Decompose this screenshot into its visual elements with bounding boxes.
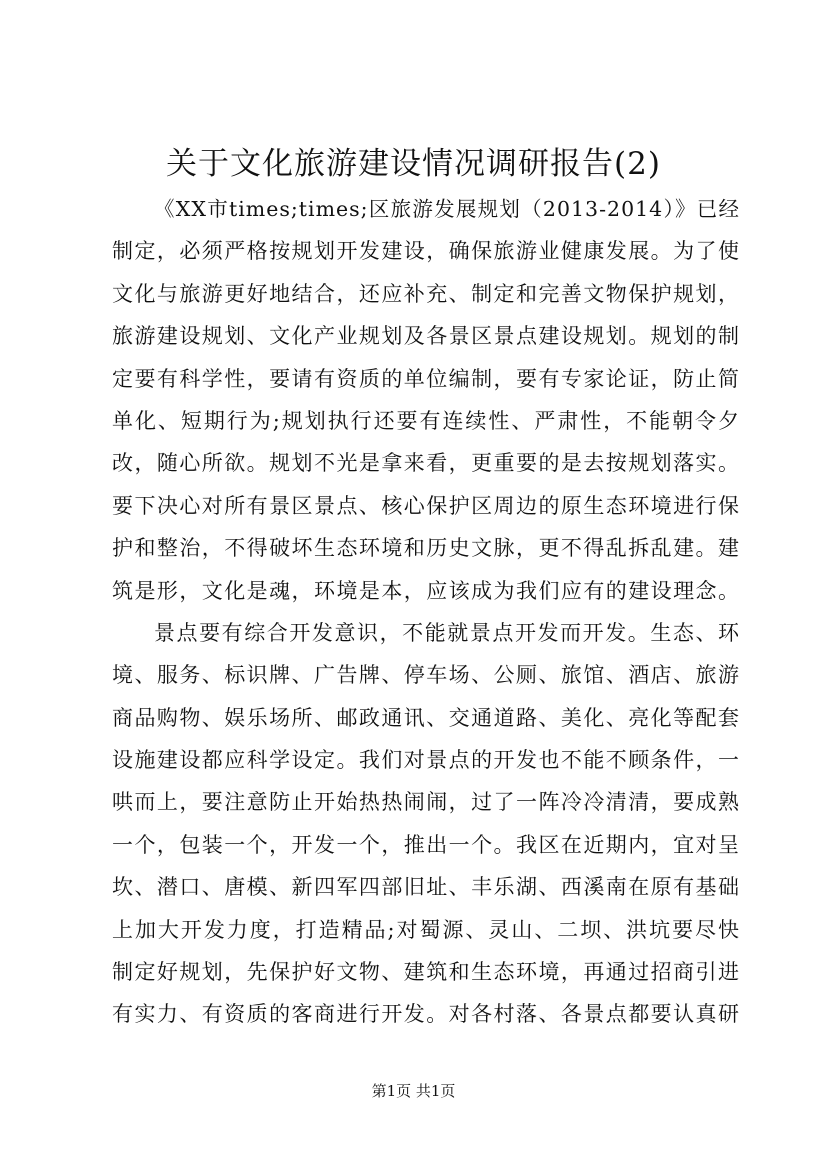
- paragraph-line: 景点要有综合开发意识，不能就景点开发而开发。生态、环: [154, 620, 740, 645]
- paragraph-line: 上加大开发力度，打造精品;对蜀源、灵山、二坝、洪坑要尽快: [112, 917, 740, 942]
- paragraph-line: 商品购物、娱乐场所、邮政通讯、交通道路、美化、亮化等配套: [112, 705, 740, 730]
- paragraph-line: 哄而上，要注意防止开始热热闹闹，过了一阵冷冷清清，要成熟: [112, 790, 740, 815]
- paragraph-line: 设施建设都应科学设定。我们对景点的开发也不能不顾条件，一: [112, 748, 740, 773]
- page-number-footer: 第1页 共1页: [371, 1082, 456, 1100]
- paragraph-line: 旅游建设规划、文化产业规划及各景区景点建设规划。规划的制: [112, 324, 740, 349]
- paragraph-line: 有实力、有资质的客商进行开发。对各村落、各景点都要认真研: [112, 1002, 740, 1027]
- paragraph-line: 《XX市times;times;区旅游发展规划（2013-2014）》已经: [154, 197, 740, 221]
- document-title: 关于文化旅游建设情况调研报告(2): [166, 146, 661, 182]
- paragraph-line: 改，随心所欲。规划不光是拿来看，更重要的是去按规划落实。: [112, 451, 740, 476]
- paragraph-2: [112, 612, 740, 1036]
- paragraph-line: 要下决心对所有景区景点、核心保护区周边的原生态环境进行保: [112, 493, 740, 518]
- document-body: [112, 188, 740, 1036]
- paragraph-line: 制定，必须严格按规划开发建设，确保旅游业健康发展。为了使: [112, 239, 740, 264]
- paragraph-line: 文化与旅游更好地结合，还应补充、制定和完善文物保护规划，: [112, 281, 740, 306]
- paragraph-line: 境、服务、标识牌、广告牌、停车场、公厕、旅馆、酒店、旅游: [112, 663, 740, 688]
- paragraph-line: 一个，包装一个，开发一个，推出一个。我区在近期内，宜对呈: [112, 832, 740, 857]
- paragraph-1: [112, 188, 740, 612]
- paragraph-line: 制定好规划，先保护好文物、建筑和生态环境，再通过招商引进: [112, 960, 740, 985]
- paragraph-line: 定要有科学性，要请有资质的单位编制，要有专家论证，防止简: [112, 366, 740, 391]
- paragraph-line: 单化、短期行为;规划执行还要有连续性、严肃性，不能朝令夕: [112, 408, 740, 433]
- paragraph-line: 护和整治，不得破坏生态环境和历史文脉，更不得乱拆乱建。建: [112, 536, 740, 561]
- paragraph-line: 坎、潜口、唐模、新四军四部旧址、丰乐湖、西溪南在原有基础: [112, 875, 740, 900]
- paragraph-line: 筑是形，文化是魂，环境是本，应该成为我们应有的建设理念。: [112, 578, 740, 603]
